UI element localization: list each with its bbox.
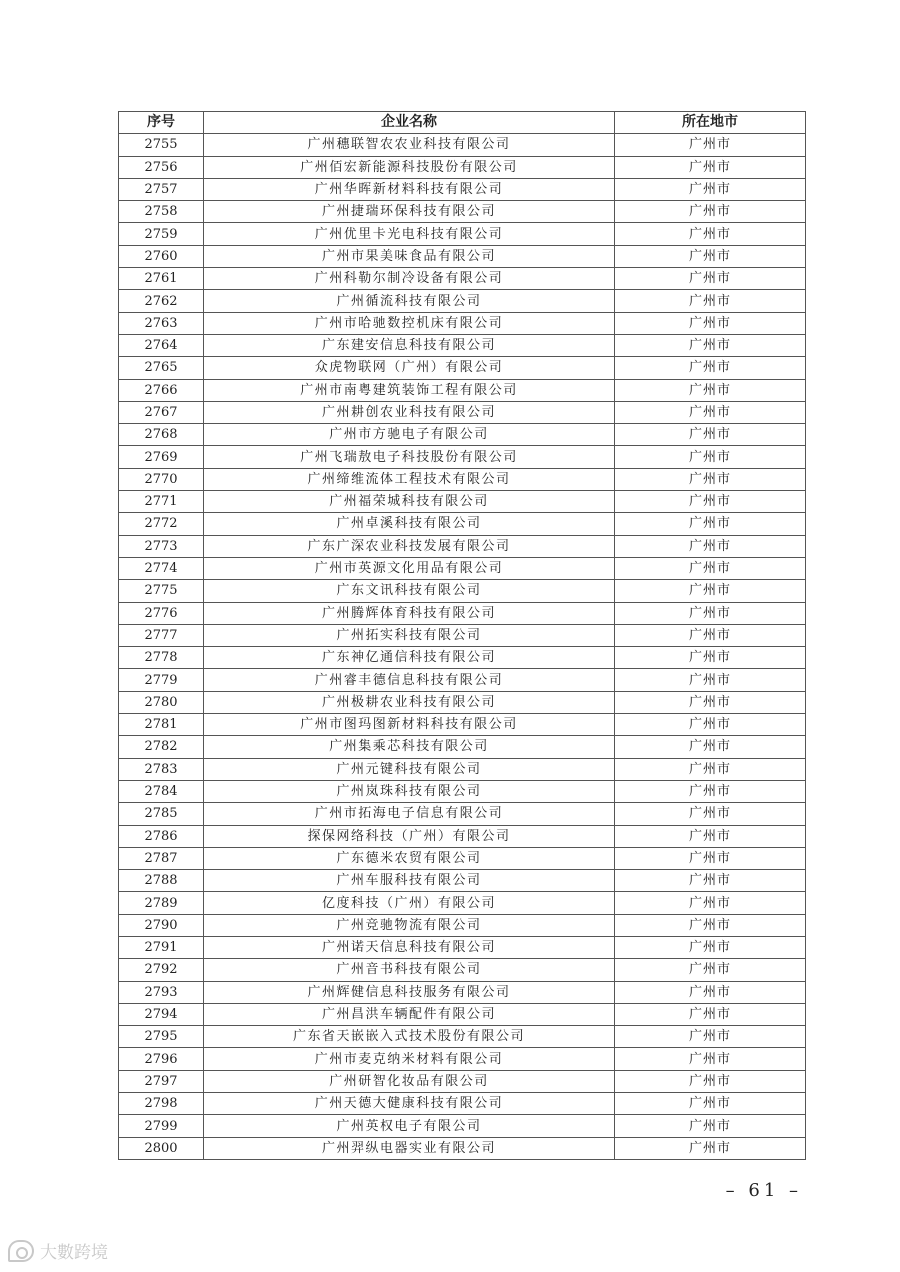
cell-serial-number: 2774	[119, 557, 204, 579]
table-row	[119, 424, 806, 446]
table-row	[119, 780, 806, 802]
cell-serial-number: 2770	[119, 468, 204, 490]
cell-serial-number: 2800	[119, 1137, 204, 1159]
cell-city: 广州市	[615, 624, 806, 646]
cell-serial-number: 2758	[119, 201, 204, 223]
table-row	[119, 959, 806, 981]
cell-company-name: 广州飞瑞敖电子科技股份有限公司	[204, 446, 615, 468]
cell-city: 广州市	[615, 312, 806, 334]
cell-city: 广州市	[615, 714, 806, 736]
cell-serial-number: 2776	[119, 602, 204, 624]
cell-company-name: 广东神亿通信科技有限公司	[204, 647, 615, 669]
table-row	[119, 134, 806, 156]
cell-serial-number: 2778	[119, 647, 204, 669]
table-row	[119, 312, 806, 334]
cell-company-name: 广州市哈驰数控机床有限公司	[204, 312, 615, 334]
cell-city: 广州市	[615, 870, 806, 892]
table-row	[119, 1115, 806, 1137]
cell-serial-number: 2789	[119, 892, 204, 914]
cell-city: 广州市	[615, 401, 806, 423]
cell-serial-number: 2772	[119, 513, 204, 535]
table-row	[119, 870, 806, 892]
cell-serial-number: 2787	[119, 847, 204, 869]
cell-company-name: 广州市南粤建筑装饰工程有限公司	[204, 379, 615, 401]
cell-serial-number: 2769	[119, 446, 204, 468]
cell-company-name: 广州捷瑞环保科技有限公司	[204, 201, 615, 223]
cell-company-name: 广州集乘芯科技有限公司	[204, 736, 615, 758]
table-row	[119, 892, 806, 914]
cell-company-name: 广州循流科技有限公司	[204, 290, 615, 312]
table-row	[119, 981, 806, 1003]
cell-company-name: 广州羿纵电器实业有限公司	[204, 1137, 615, 1159]
cell-company-name: 广东德米农贸有限公司	[204, 847, 615, 869]
cell-serial-number: 2782	[119, 736, 204, 758]
cell-city: 广州市	[615, 134, 806, 156]
cell-serial-number: 2768	[119, 424, 204, 446]
cell-company-name: 广州诺天信息科技有限公司	[204, 936, 615, 958]
cell-city: 广州市	[615, 290, 806, 312]
cell-city: 广州市	[615, 468, 806, 490]
cell-serial-number: 2771	[119, 491, 204, 513]
page-number: – 61 –	[725, 1180, 802, 1201]
cell-company-name: 广州音书科技有限公司	[204, 959, 615, 981]
table-row	[119, 334, 806, 356]
cell-serial-number: 2761	[119, 268, 204, 290]
cell-city: 广州市	[615, 223, 806, 245]
cell-serial-number: 2786	[119, 825, 204, 847]
watermark	[8, 1238, 108, 1263]
cell-company-name: 广州佰宏新能源科技股份有限公司	[204, 156, 615, 178]
cell-serial-number: 2785	[119, 803, 204, 825]
cell-city: 广州市	[615, 1115, 806, 1137]
table-row	[119, 379, 806, 401]
cell-serial-number: 2757	[119, 178, 204, 200]
speech-bubble-icon	[8, 1240, 34, 1262]
table-row	[119, 535, 806, 557]
table-row	[119, 557, 806, 579]
cell-company-name: 广州市方驰电子有限公司	[204, 424, 615, 446]
cell-company-name: 广州极耕农业科技有限公司	[204, 691, 615, 713]
cell-company-name: 广州市麦克纳米材料有限公司	[204, 1048, 615, 1070]
cell-serial-number: 2796	[119, 1048, 204, 1070]
cell-company-name: 广州腾辉体育科技有限公司	[204, 602, 615, 624]
cell-city: 广州市	[615, 1137, 806, 1159]
cell-city: 广州市	[615, 357, 806, 379]
table-row	[119, 580, 806, 602]
watermark-text: 大數跨境	[40, 1243, 108, 1263]
cell-company-name: 广州市图玛图新材料科技有限公司	[204, 714, 615, 736]
cell-city: 广州市	[615, 156, 806, 178]
cell-city: 广州市	[615, 803, 806, 825]
table-row	[119, 156, 806, 178]
cell-serial-number: 2788	[119, 870, 204, 892]
table-row	[119, 1026, 806, 1048]
table-row	[119, 758, 806, 780]
table-row	[119, 446, 806, 468]
cell-city: 广州市	[615, 268, 806, 290]
table-row	[119, 245, 806, 267]
cell-serial-number: 2777	[119, 624, 204, 646]
cell-serial-number: 2792	[119, 959, 204, 981]
cell-company-name: 广东省天嵌嵌入式技术股份有限公司	[204, 1026, 615, 1048]
company-table	[118, 111, 806, 1160]
table-row	[119, 803, 806, 825]
cell-city: 广州市	[615, 669, 806, 691]
header-company-name: 企业名称	[204, 112, 615, 134]
cell-city: 广州市	[615, 1093, 806, 1115]
table-row	[119, 1048, 806, 1070]
table-row	[119, 357, 806, 379]
cell-serial-number: 2755	[119, 134, 204, 156]
cell-company-name: 广州研智化妆品有限公司	[204, 1070, 615, 1092]
table-row	[119, 914, 806, 936]
cell-serial-number: 2760	[119, 245, 204, 267]
cell-city: 广州市	[615, 201, 806, 223]
cell-city: 广州市	[615, 959, 806, 981]
cell-city: 广州市	[615, 736, 806, 758]
cell-serial-number: 2793	[119, 981, 204, 1003]
table-row	[119, 223, 806, 245]
cell-company-name: 广州市拓海电子信息有限公司	[204, 803, 615, 825]
cell-company-name: 广东广深农业科技发展有限公司	[204, 535, 615, 557]
table-row	[119, 847, 806, 869]
cell-company-name: 广州福荣城科技有限公司	[204, 491, 615, 513]
table-row	[119, 624, 806, 646]
cell-serial-number: 2762	[119, 290, 204, 312]
table-body	[119, 134, 806, 1160]
cell-city: 广州市	[615, 825, 806, 847]
cell-serial-number: 2795	[119, 1026, 204, 1048]
cell-city: 广州市	[615, 981, 806, 1003]
table-row	[119, 669, 806, 691]
cell-serial-number: 2791	[119, 936, 204, 958]
cell-serial-number: 2784	[119, 780, 204, 802]
cell-city: 广州市	[615, 847, 806, 869]
table-row	[119, 1070, 806, 1092]
table-row	[119, 602, 806, 624]
cell-city: 广州市	[615, 245, 806, 267]
cell-company-name: 广州辉健信息科技服务有限公司	[204, 981, 615, 1003]
cell-city: 广州市	[615, 424, 806, 446]
cell-company-name: 广州缔维流体工程技术有限公司	[204, 468, 615, 490]
cell-city: 广州市	[615, 780, 806, 802]
cell-city: 广州市	[615, 1048, 806, 1070]
cell-company-name: 探保网络科技（广州）有限公司	[204, 825, 615, 847]
cell-company-name: 广州卓溪科技有限公司	[204, 513, 615, 535]
cell-city: 广州市	[615, 178, 806, 200]
cell-company-name: 广州科勒尔制冷设备有限公司	[204, 268, 615, 290]
table-row	[119, 825, 806, 847]
cell-city: 广州市	[615, 557, 806, 579]
cell-company-name: 广州穗联智农农业科技有限公司	[204, 134, 615, 156]
cell-city: 广州市	[615, 491, 806, 513]
table-row	[119, 647, 806, 669]
cell-company-name: 广州市英源文化用品有限公司	[204, 557, 615, 579]
table-row	[119, 401, 806, 423]
cell-city: 广州市	[615, 446, 806, 468]
table-row	[119, 268, 806, 290]
cell-company-name: 众虎物联网（广州）有限公司	[204, 357, 615, 379]
cell-company-name: 广州天德大健康科技有限公司	[204, 1093, 615, 1115]
table-row	[119, 736, 806, 758]
table-row	[119, 936, 806, 958]
cell-company-name: 广州华晖新材料科技有限公司	[204, 178, 615, 200]
cell-company-name: 广州车服科技有限公司	[204, 870, 615, 892]
cell-city: 广州市	[615, 647, 806, 669]
table-row	[119, 714, 806, 736]
table-row	[119, 1137, 806, 1159]
table-row	[119, 468, 806, 490]
cell-company-name: 广东建安信息科技有限公司	[204, 334, 615, 356]
table-header-row	[119, 112, 806, 134]
cell-serial-number: 2766	[119, 379, 204, 401]
cell-company-name: 广州竞驰物流有限公司	[204, 914, 615, 936]
cell-company-name: 广州市果美味食品有限公司	[204, 245, 615, 267]
cell-company-name: 广州岚珠科技有限公司	[204, 780, 615, 802]
cell-city: 广州市	[615, 1070, 806, 1092]
cell-city: 广州市	[615, 602, 806, 624]
cell-city: 广州市	[615, 379, 806, 401]
cell-serial-number: 2767	[119, 401, 204, 423]
cell-serial-number: 2797	[119, 1070, 204, 1092]
cell-company-name: 广东文讯科技有限公司	[204, 580, 615, 602]
cell-city: 广州市	[615, 914, 806, 936]
cell-city: 广州市	[615, 513, 806, 535]
cell-city: 广州市	[615, 892, 806, 914]
header-serial-number: 序号	[119, 112, 204, 134]
cell-company-name: 广州睿丰德信息科技有限公司	[204, 669, 615, 691]
cell-city: 广州市	[615, 936, 806, 958]
cell-serial-number: 2763	[119, 312, 204, 334]
cell-city: 广州市	[615, 691, 806, 713]
table-row	[119, 290, 806, 312]
cell-city: 广州市	[615, 758, 806, 780]
cell-company-name: 广州耕创农业科技有限公司	[204, 401, 615, 423]
cell-city: 广州市	[615, 580, 806, 602]
cell-serial-number: 2759	[119, 223, 204, 245]
cell-company-name: 广州优里卡光电科技有限公司	[204, 223, 615, 245]
table-row	[119, 1093, 806, 1115]
table-row	[119, 1003, 806, 1025]
cell-company-name: 广州元键科技有限公司	[204, 758, 615, 780]
cell-city: 广州市	[615, 535, 806, 557]
cell-city: 广州市	[615, 1026, 806, 1048]
cell-company-name: 广州拓实科技有限公司	[204, 624, 615, 646]
cell-company-name: 广州英权电子有限公司	[204, 1115, 615, 1137]
cell-serial-number: 2790	[119, 914, 204, 936]
cell-serial-number: 2781	[119, 714, 204, 736]
cell-city: 广州市	[615, 334, 806, 356]
cell-serial-number: 2799	[119, 1115, 204, 1137]
table-row	[119, 201, 806, 223]
table-row	[119, 513, 806, 535]
cell-serial-number: 2779	[119, 669, 204, 691]
header-city: 所在地市	[615, 112, 806, 134]
cell-serial-number: 2773	[119, 535, 204, 557]
cell-serial-number: 2775	[119, 580, 204, 602]
cell-serial-number: 2765	[119, 357, 204, 379]
cell-company-name: 亿度科技（广州）有限公司	[204, 892, 615, 914]
table-row	[119, 691, 806, 713]
cell-serial-number: 2764	[119, 334, 204, 356]
cell-serial-number: 2798	[119, 1093, 204, 1115]
table-row	[119, 491, 806, 513]
table-row	[119, 178, 806, 200]
cell-serial-number: 2783	[119, 758, 204, 780]
cell-serial-number: 2794	[119, 1003, 204, 1025]
cell-city: 广州市	[615, 1003, 806, 1025]
cell-company-name: 广州昌洪车辆配件有限公司	[204, 1003, 615, 1025]
cell-serial-number: 2780	[119, 691, 204, 713]
cell-serial-number: 2756	[119, 156, 204, 178]
